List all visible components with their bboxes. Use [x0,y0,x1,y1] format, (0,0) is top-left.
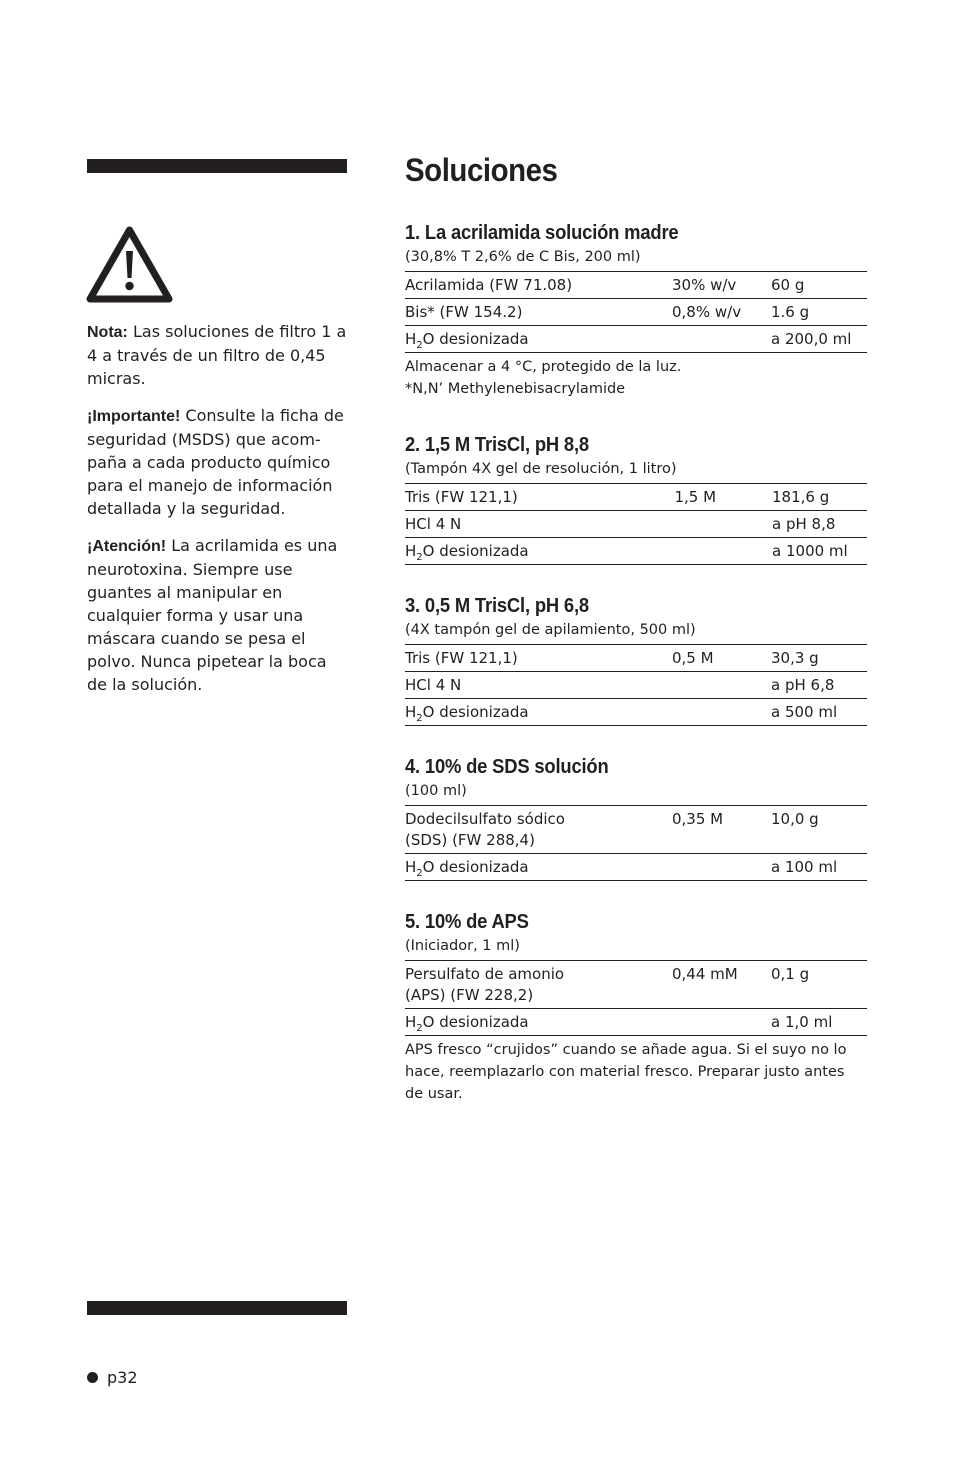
table-row [405,538,867,565]
reagent-cell: Tris (FW 121,1) [405,645,672,672]
table-row [405,854,867,881]
reagent-cell: $H_2O$ desionizada [405,854,672,881]
recipe-table [405,644,867,726]
reagent-cell: Bis* (FW 154.2) [405,299,672,326]
page-number: p32 [107,1368,138,1387]
concentration-cell: 0,8% w/v [672,299,771,326]
section-trischl-68 [405,593,867,726]
amount-cell: a pH 6,8 [771,672,867,699]
table-row [405,299,867,326]
section-acrylamide [405,220,867,400]
page-footer [87,1368,138,1387]
important-label: ¡Importante! [87,408,181,425]
section-title: 4. 10% de SDS solución [405,756,609,778]
amount-cell: a 1000 ml [772,538,867,565]
concentration-cell: 30% w/v [672,272,771,299]
concentration-cell [669,538,773,565]
table-row [405,511,867,538]
bottom-rule [87,1301,347,1315]
concentration-cell [669,511,773,538]
section-aps [405,909,867,1105]
table-row [405,961,867,1009]
table-row [405,484,867,511]
amount-cell: 60 g [771,272,867,299]
concentration-cell [672,672,771,699]
page-title: Soluciones [405,152,558,188]
table-row [405,672,867,699]
note-label: Nota: [87,324,128,341]
amount-cell: a 100 ml [771,854,867,881]
reagent-cell: Persulfato de amonio (APS) (FW 228,2) [405,961,672,1009]
amount-cell: 0,1 g [771,961,867,1009]
amount-cell: 1.6 g [771,299,867,326]
amount-cell: 10,0 g [771,806,867,854]
concentration-cell: 1,5 M [669,484,773,511]
section-subtitle: (100 ml) [405,783,467,799]
concentration-cell [672,854,771,881]
reagent-cell: Acrilamida (FW 71.08) [405,272,672,299]
table-row [405,699,867,726]
concentration-cell: 0,35 M [672,806,771,854]
recipe-table [405,483,867,565]
amount-cell: 181,6 g [772,484,867,511]
top-rule [87,159,347,173]
recipe-table [405,805,867,881]
section-trischl-88 [405,432,867,565]
table-row [405,645,867,672]
section-sds [405,754,867,881]
attention-paragraph [87,534,349,696]
attention-label: ¡Atención! [87,538,167,555]
section-subtitle: (30,8% T 2,6% de C Bis, 200 ml) [405,249,641,265]
sidebar-notes [87,320,349,710]
concentration-cell: 0,5 M [672,645,771,672]
concentration-cell: 0,44 mM [672,961,771,1009]
concentration-cell [672,326,771,353]
section-title: 3. 0,5 M TrisCl, pH 6,8 [405,595,589,617]
section-subtitle: (Iniciador, 1 ml) [405,938,520,954]
section-title: 2. 1,5 M TrisCl, pH 8,8 [405,434,589,456]
concentration-cell [672,1009,771,1036]
section-title: 5. 10% de APS [405,911,529,933]
amount-cell: a pH 8,8 [772,511,867,538]
reagent-cell: Tris (FW 121,1) [405,484,669,511]
reagent-cell: $H_2O$ desionizada [405,538,669,565]
reagent-cell: $H_2O$ desionizada [405,326,672,353]
amount-cell: 30,3 g [771,645,867,672]
recipe-table [405,271,867,353]
important-paragraph [87,404,349,520]
aps-note: APS fresco “crujidos” cuando se añade agua. Si el suyo no lo hace, reemplazarlo con material fresco. Preparar justo antes de usar. [405,1042,847,1102]
note-text: Las soluciones de filtro 1 a 4 a través de un filtro de 0,45 micras. [87,322,347,388]
table-row [405,1009,867,1036]
reagent-cell: $H_2O$ desionizada [405,699,672,726]
amount-cell: a 200,0 ml [771,326,867,353]
amount-cell: a 500 ml [771,699,867,726]
bullet-dot-icon [87,1372,98,1383]
reagent-cell: Dodecilsulfato sódico (SDS) (FW 288,4) [405,806,672,854]
note-paragraph [87,320,349,390]
reagent-cell: $H_2O$ desionizada [405,1009,672,1036]
storage-note: Almacenar a 4 °C, protegido de la luz. *N,N’ Methylenebisacrylamide [405,359,682,397]
warning-triangle-icon [86,226,173,304]
concentration-cell [672,699,771,726]
attention-text: La acrilamida es una neurotoxina. Siempre use guantes al manipular en cualquier forma y usar una máscara cuando se pesa el polvo. Nunca pipetear la boca de la solución. [87,536,338,694]
recipe-table [405,960,867,1036]
section-subtitle: (4X tampón gel de apilamiento, 500 ml) [405,622,696,638]
table-row [405,806,867,854]
table-row [405,272,867,299]
section-subtitle: (Tampón 4X gel de resolución, 1 litro) [405,461,677,477]
table-row [405,326,867,353]
reagent-cell: HCl 4 N [405,672,672,699]
solutions-content [405,150,867,1105]
section-title: 1. La acrilamida solución madre [405,222,679,244]
reagent-cell: HCl 4 N [405,511,669,538]
amount-cell: a 1,0 ml [771,1009,867,1036]
important-text: Consulte la ficha de seguridad (MSDS) que acom-paña a cada producto químico para el manejo de información detallada y la seguridad. [87,406,344,518]
